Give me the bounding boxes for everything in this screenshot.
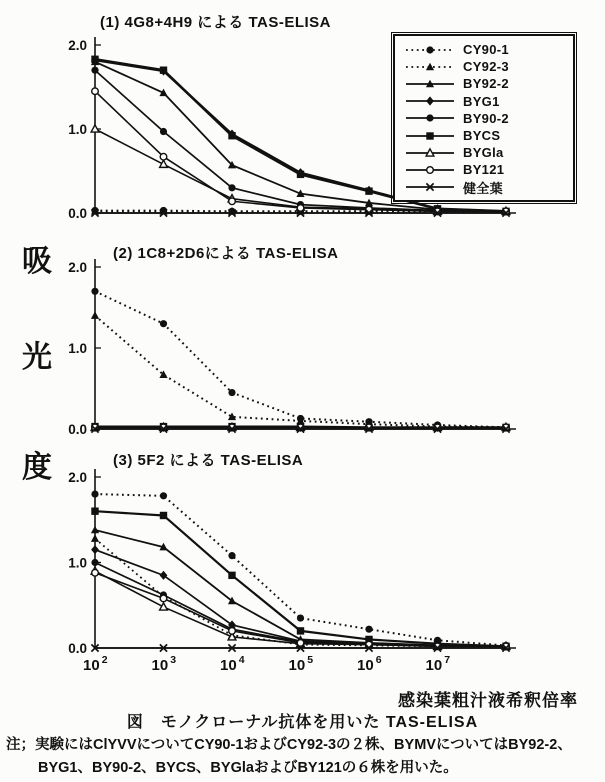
legend-label: BYGla	[463, 145, 504, 161]
series-BYCS-marker-icon	[160, 67, 167, 74]
series-CY90-1-marker-icon	[365, 626, 372, 633]
legend-sample-BYG1	[403, 94, 457, 108]
legend-BYG1-marker-icon	[426, 97, 434, 106]
series-CY92-3-marker-icon	[91, 311, 99, 319]
series-CY90-1-marker-icon	[228, 389, 235, 396]
series-BY121-marker-icon	[160, 595, 167, 602]
y-tick-label: 2.0	[68, 470, 87, 485]
x-tick-label: 10 $^2$	[83, 654, 108, 674]
series-BYCS-marker-icon	[228, 572, 235, 579]
legend-label: 健全葉	[463, 180, 503, 196]
chart3-title: (3) 5F2 による TAS-ELISA	[113, 452, 304, 469]
legend-label: BYG1	[463, 93, 500, 109]
chart3-plot	[0, 462, 605, 682]
y-tick-label: 2.0	[68, 260, 87, 275]
y-axis-label-char-3: 度	[22, 451, 52, 484]
series-BYCS-marker-icon	[91, 508, 98, 515]
legend-item-CY92-3	[403, 58, 569, 75]
legend-item-BYG1	[403, 93, 569, 110]
series-line-BYCS	[95, 511, 506, 646]
series-BYCS-marker-icon	[297, 171, 304, 178]
y-tick-label: 0.0	[68, 641, 87, 656]
series-BY92-2-marker-icon	[91, 526, 99, 534]
legend-sample-健全葉	[403, 180, 457, 194]
series-BYCS-marker-icon	[91, 56, 98, 63]
chart2-title: (2) 1C8+2D6による TAS-ELISA	[113, 245, 339, 262]
legend-label: BY92-2	[463, 76, 509, 92]
legend-sample-BYCS	[403, 129, 457, 143]
legend-sample-BYGla	[403, 146, 457, 160]
x-tick-label: 10 $^4$	[220, 654, 245, 674]
y-tick-label: 1.0	[68, 122, 87, 137]
series-BY121-marker-icon	[229, 198, 236, 205]
y-tick-label: 0.0	[68, 206, 87, 221]
legend-item-CY90-1	[403, 41, 569, 58]
note-line-1: 注；実験にはClYVVについてCY90-1およびCY92-3の２株、BYMVについてはBY92-2、	[6, 737, 572, 753]
legend-BY90-2-marker-icon	[426, 115, 433, 122]
legend-CY90-1-marker-icon	[426, 46, 433, 53]
note-line-2: BYG1、BY90-2、BYCS、BYGlaおよびBY121の６株を用いた。	[38, 760, 458, 776]
chart2-plot	[0, 250, 605, 445]
y-tick-label: 1.0	[68, 341, 87, 356]
legend-label: CY90-1	[463, 42, 509, 58]
legend-sample-BY121	[403, 163, 457, 177]
legend-label: BY90-2	[463, 110, 509, 126]
series-BY121-marker-icon	[92, 569, 99, 576]
y-axis-label-char-1: 吸	[22, 245, 52, 278]
series-CY90-1-marker-icon	[91, 288, 98, 295]
legend-BYCS-marker-icon	[426, 132, 433, 139]
series-BYG1-marker-icon	[91, 545, 99, 554]
legend-item-BY90-2	[403, 110, 569, 127]
y-tick-label: 1.0	[68, 555, 87, 571]
x-axis-label: 感染葉粗汁液希釈倍率	[398, 691, 578, 710]
legend-BYGla-marker-icon	[426, 149, 434, 156]
figure-caption: 図 モノクローナル抗体を用いた TAS-ELISA	[126, 714, 479, 731]
legend-CY92-3-marker-icon	[426, 62, 434, 70]
legend-sample-CY90-1	[403, 43, 457, 57]
series-BYGla-marker-icon	[91, 125, 99, 132]
legend-label: BYCS	[463, 128, 501, 144]
series-line-CY92-3	[95, 316, 506, 428]
series-BYCS-marker-icon	[160, 512, 167, 519]
series-BY121-marker-icon	[160, 153, 167, 160]
legend-sample-CY92-3	[403, 60, 457, 74]
legend-item-BY121	[403, 161, 569, 178]
series-CY90-1-marker-icon	[160, 320, 167, 327]
series-CY92-3-marker-icon	[159, 370, 167, 378]
legend-item-BYCS	[403, 127, 569, 144]
y-axis-label-char-2: 光	[22, 341, 52, 374]
series-line-BYGla	[95, 571, 506, 646]
series-BYCS-marker-icon	[228, 132, 235, 139]
series-BYCS-marker-icon	[365, 187, 372, 194]
legend-item-BY92-2	[403, 75, 569, 92]
series-line-CY90-1	[95, 291, 506, 427]
legend-item-BYGla	[403, 144, 569, 161]
series-CY90-1-marker-icon	[91, 491, 98, 498]
legend-label: CY92-3	[463, 59, 509, 75]
x-tick-label: 10 $^3$	[151, 654, 177, 674]
series-CY92-3-marker-icon	[91, 534, 99, 542]
legend-sample-BY92-2	[403, 77, 457, 91]
legend-BY121-marker-icon	[427, 167, 434, 174]
legend-item-健全葉	[403, 179, 569, 196]
x-tick-label: 10 $^7$	[425, 654, 451, 674]
legend-sample-BY90-2	[403, 111, 457, 125]
y-tick-label: 0.0	[68, 422, 87, 437]
series-CY90-1-marker-icon	[297, 614, 304, 621]
series-BYGla-marker-icon	[160, 603, 168, 610]
legend	[393, 34, 575, 202]
x-tick-label: 10 $^5$	[288, 654, 314, 674]
series-BY121-marker-icon	[92, 88, 99, 95]
series-BY121-marker-icon	[229, 628, 236, 635]
series-line-CY90-1	[95, 494, 506, 645]
series-CY90-1-marker-icon	[228, 552, 235, 559]
legend-label: BY121	[463, 162, 505, 178]
y-tick-label: 2.0	[68, 38, 87, 53]
series-BY90-2-marker-icon	[91, 67, 98, 74]
series-CY90-1-marker-icon	[160, 492, 167, 499]
series-BY90-2-marker-icon	[228, 184, 235, 191]
chart1-title: (1) 4G8+4H9 による TAS-ELISA	[100, 14, 332, 31]
series-BYG1-marker-icon	[160, 571, 168, 580]
series-BY90-2-marker-icon	[91, 559, 98, 566]
series-BY90-2-marker-icon	[160, 128, 167, 135]
x-tick-label: 10 $^6$	[357, 654, 382, 674]
series-BYCS-marker-icon	[297, 627, 304, 634]
series-BYGla-marker-icon	[160, 160, 168, 167]
